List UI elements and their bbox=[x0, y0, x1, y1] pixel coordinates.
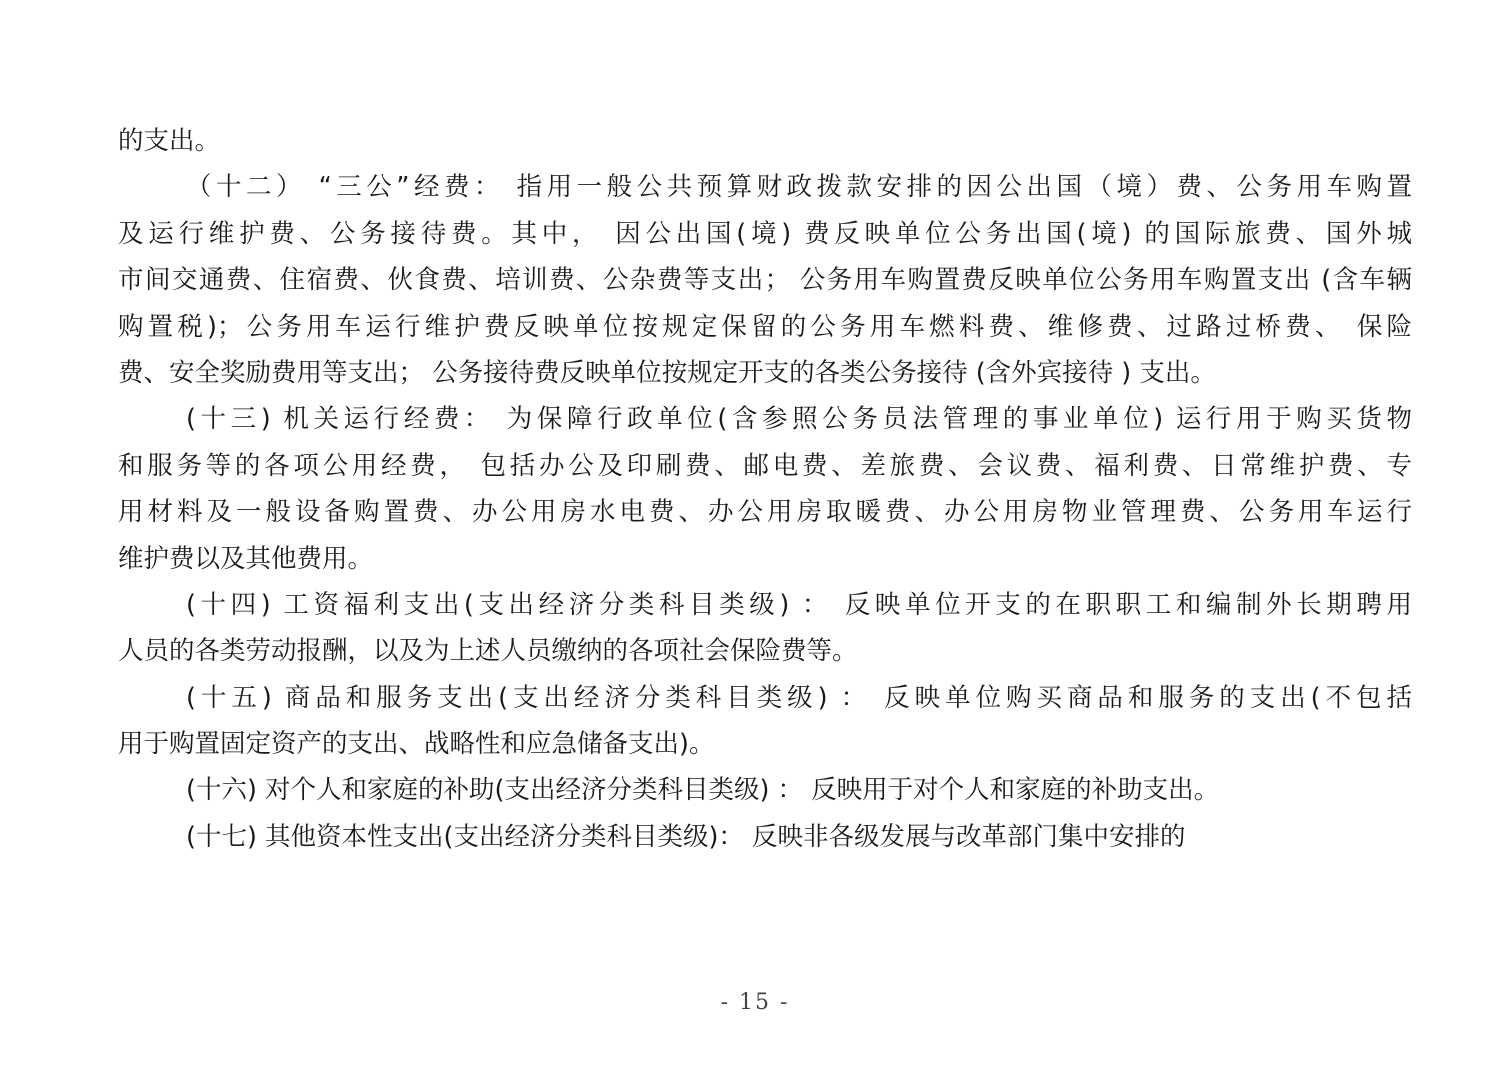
text-line: 购置税)；公务用车运行维护费反映单位按规定保留的公务用车燃料费、维修费、过路过桥费、 保险 bbox=[118, 311, 1412, 342]
text-line: 维护费以及其他费用。 bbox=[118, 543, 374, 574]
paragraph-14-heading-line: (十四) 工资福利支出(支出经济分类科目类级) ： 反映单位开支的在职职工和编制外长期聘用 bbox=[186, 589, 1412, 620]
text-line: 费、安全奖励费用等支出； 公务接待费反映单位按规定开支的各类公务接待 (含外宾接待 ) 支出。 bbox=[118, 357, 1216, 388]
text-line: 及运行维护费、公务接待费。其中， 因公出国(境) 费反映单位公务出国(境) 的国际旅费、国外城 bbox=[118, 218, 1412, 249]
paragraph-15-heading-line: (十五) 商品和服务支出(支出经济分类科目类级) ： 反映单位购买商品和服务的支出(不包括 bbox=[186, 682, 1412, 713]
text-line: 和服务等的各项公用经费， 包括办公及印刷费、邮电费、差旅费、会议费、福利费、日常维护费、专 bbox=[118, 450, 1412, 481]
text-line: 的支出。 bbox=[118, 126, 221, 156]
document-body bbox=[118, 118, 1412, 860]
paragraph-17-heading-line: (十七) 其他资本性支出(支出经济分类科目类级)： 反映非各级发展与改革部门集中安排的 bbox=[186, 821, 1186, 852]
paragraph-16-heading-line: (十六) 对个人和家庭的补助(支出经济分类科目类级) ： 反映用于对个人和家庭的补助支出。 bbox=[186, 775, 1220, 806]
text-line: 人员的各类劳动报酬，以及为上述人员缴纳的各项社会保险费等。 bbox=[118, 636, 858, 667]
text-line: 用于购置固定资产的支出、战略性和应急储备支出)。 bbox=[118, 729, 715, 760]
text-line: 市间交通费、住宿费、伙食费、培训费、公杂费等支出； 公务用车购置费反映单位公务用车购置支出 (含车辆 bbox=[118, 265, 1412, 296]
text-line: 用材料及一般设备购置费、办公用房水电费、办公用房取暖费、办公用房物业管理费、公务用车运行 bbox=[118, 497, 1412, 528]
page-number: - 15 - bbox=[720, 990, 790, 1015]
paragraph-13-heading-line: (十三) 机关运行经费： 为保障行政单位(含参照公务员法管理的事业单位) 运行用于购买货物 bbox=[186, 404, 1412, 435]
paragraph-12-heading-line: （十二） “三公”经费： 指用一般公共预算财政拨款安排的因公出国（境）费、公务用车购置 bbox=[186, 172, 1412, 203]
